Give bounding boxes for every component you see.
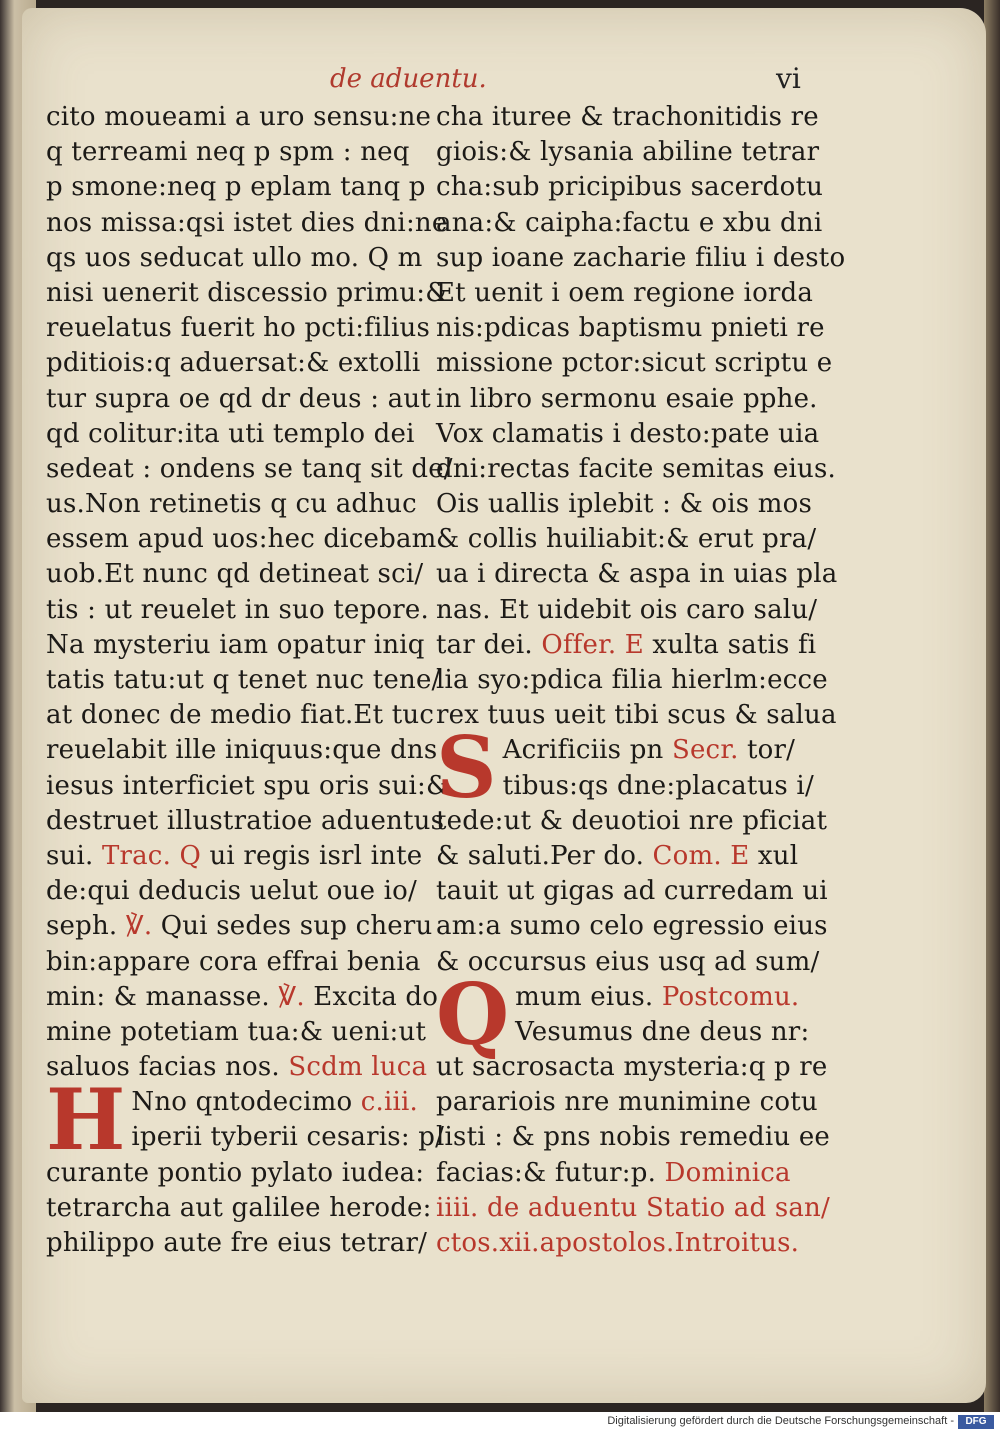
text-span: tatis tatu:ut q tenet nuc tene/	[46, 665, 441, 695]
text-span: & saluti.Per do.	[436, 840, 653, 871]
text-span: ui regis isrl inte	[201, 840, 423, 871]
initial-block	[46, 1070, 445, 1170]
text-line	[46, 769, 450, 804]
text-line	[46, 522, 437, 557]
text-span: facias:& futur:p.	[436, 1157, 665, 1188]
rubric-text: Postcomu.	[661, 981, 800, 1012]
text-span: parariois nre munimine cotu	[436, 1087, 818, 1118]
text-line	[46, 452, 453, 487]
text-line	[46, 135, 416, 170]
decorated-initial: Q	[436, 964, 510, 1064]
rubric-text: Dominica	[664, 1157, 791, 1188]
text-line	[436, 628, 817, 663]
text-span: am:a sumo celo egressio eius	[436, 911, 828, 942]
text-line	[46, 733, 438, 768]
text-line	[436, 874, 828, 909]
text-span: uob.Et nunc qd detineat sci/	[46, 559, 424, 590]
text-line	[46, 1015, 427, 1050]
text-span: Nno qntodecimo	[131, 1087, 361, 1118]
rubric-text: Secr.	[671, 735, 739, 766]
rubric-text: ℣.	[278, 981, 305, 1012]
text-line	[436, 135, 820, 170]
text-line	[46, 100, 432, 135]
initial-block	[436, 718, 814, 818]
text-span: xul	[749, 840, 799, 871]
text-span: de:qui deducis uelut oue io/	[46, 876, 417, 907]
decorated-initial: H	[46, 1070, 126, 1170]
rubric-text: Trac. Q	[101, 840, 202, 871]
text-line	[436, 557, 838, 592]
text-span: Qui sedes sup cheru	[152, 911, 433, 942]
text-span: nos missa:qsi istet dies dni:ne	[46, 207, 448, 238]
text-span: tar dei.	[436, 629, 542, 660]
text-line	[46, 276, 449, 311]
text-line	[46, 557, 424, 592]
text-line	[436, 346, 833, 381]
text-line	[46, 839, 423, 874]
text-line	[436, 663, 828, 698]
text-line	[46, 170, 426, 205]
text-span: p smone:neq p eplam tanq p	[46, 172, 426, 203]
text-line	[436, 206, 823, 241]
text-line	[436, 487, 813, 522]
text-span: seph.	[46, 911, 126, 942]
text-span: nis:pdicas baptismu pnieti re	[436, 313, 825, 344]
text-line	[436, 382, 818, 417]
text-span: mine potetiam tua:& ueni:ut	[46, 1016, 427, 1047]
text-line	[46, 909, 433, 944]
text-span: dni:rectas facite semitas eius.	[436, 453, 837, 484]
folio-number: vi	[776, 62, 801, 95]
text-line	[46, 311, 431, 346]
text-span: saluos facias nos.	[46, 1052, 289, 1083]
text-span: listi : & pns nobis remediu ee	[436, 1122, 830, 1153]
text-span: sui.	[46, 840, 102, 871]
text-span: missione pctor:sicut scriptu e	[436, 348, 833, 379]
text-line	[46, 980, 439, 1015]
text-span: cha:sub pricipibus sacerdotu	[436, 172, 824, 203]
text-span: iperii tyberii cesaris: p/	[131, 1122, 445, 1153]
rubric-text: ctos.xii.apostolos.Introitus.	[436, 1228, 800, 1259]
text-line	[436, 839, 806, 874]
text-line	[436, 945, 820, 980]
text-line	[436, 1226, 806, 1261]
text-span: cha ituree & trachonitidis re	[436, 102, 819, 132]
text-line	[436, 311, 825, 346]
text-span: min: & manasse.	[46, 981, 279, 1012]
dfg-logo: DFG	[958, 1415, 994, 1429]
left-text-column	[46, 100, 453, 1261]
text-line	[436, 1120, 830, 1155]
text-line	[46, 1050, 428, 1085]
text-line	[46, 417, 416, 452]
text-line	[436, 1050, 828, 1085]
text-span: qd colitur:ita uti templo dei	[46, 418, 415, 449]
rubric-text: c.iii.	[360, 1087, 419, 1118]
text-line	[46, 628, 425, 663]
text-line	[46, 206, 448, 241]
text-line	[436, 170, 824, 205]
text-line	[436, 698, 837, 733]
rubric-text: Offer. E	[541, 629, 644, 660]
text-line	[436, 1085, 818, 1120]
text-line	[46, 1156, 425, 1191]
text-span: sedeat : ondens se tanq sit de/	[46, 453, 453, 484]
text-span: mum eius.	[515, 981, 662, 1012]
text-span: at donec de medio fiat.Et tuc	[46, 700, 435, 731]
text-span: tis : ut reuelet in suo tepore.	[46, 594, 429, 625]
text-line	[436, 909, 828, 944]
text-line	[436, 593, 818, 628]
text-line	[436, 417, 820, 452]
text-line	[46, 1226, 428, 1261]
text-line	[46, 241, 423, 276]
text-span: nisi uenerit discessio primu:&	[46, 277, 449, 308]
text-span: destruet illustratioe aduentus	[46, 805, 445, 836]
text-span: philippo aute fre eius tetrar/	[46, 1228, 428, 1259]
text-span: sup ioane zacharie filiu i desto	[436, 242, 846, 273]
rubric-text: Com. E	[652, 840, 750, 871]
text-line	[46, 346, 421, 381]
rubric-text: ℣.	[125, 911, 153, 942]
text-line	[436, 1156, 806, 1191]
text-span: cito moueami a uro sensu:ne	[46, 102, 432, 132]
text-span: xulta satis fi	[643, 629, 817, 660]
text-span: us.Non retinetis q cu adhuc	[46, 489, 417, 520]
rubric-text: Scdm luca	[288, 1052, 428, 1083]
text-line	[46, 593, 429, 628]
text-span: ua i directa & aspa in uias pla	[436, 559, 838, 590]
text-span: rex tuus ueit tibi scus & salua	[436, 700, 837, 731]
book-fore-edge	[984, 0, 1000, 1412]
text-span: tede:ut & deuotioi nre pficiat	[436, 805, 828, 836]
text-line	[46, 663, 441, 698]
text-span: nas. Et uidebit ois caro salu/	[436, 594, 818, 625]
text-span: & occursus eius usq ad sum/	[436, 946, 820, 977]
text-span: q terreami neq p spm : neq	[46, 137, 410, 168]
text-span: & collis huiliabit:& erut pra/	[436, 524, 817, 555]
text-span: pditiois:q aduersat:& extolli	[46, 348, 421, 379]
running-head: de aduentu.	[330, 64, 487, 94]
text-span: curante pontio pylato iudea:	[46, 1157, 425, 1188]
text-line	[436, 100, 819, 135]
funding-credit: Digitalisierung gefördert durch die Deutsche Forschungsgemeinschaft -	[607, 1415, 954, 1427]
text-span: reuelatus fuerit ho pcti:filius	[46, 313, 431, 344]
initial-block	[436, 964, 810, 1064]
footer-bar	[0, 1412, 1000, 1432]
text-span: ana:& caipha:factu e xbu dni	[436, 207, 823, 238]
right-text-column	[436, 100, 846, 1261]
text-span: essem apud uos:hec dicebam	[46, 524, 437, 555]
text-span: ut sacrosacta mysteria:q p re	[436, 1052, 828, 1083]
text-line	[46, 698, 435, 733]
text-span: tetrarcha aut galilee herode:	[46, 1192, 432, 1223]
text-line	[436, 241, 846, 276]
text-span: Acrificiis pn	[502, 735, 672, 766]
text-span: reuelabit ille iniquus:que dns	[46, 735, 438, 766]
text-span: Ois uallis iplebit : & ois mos	[436, 489, 813, 520]
text-line	[436, 452, 837, 487]
text-span: in libro sermonu esaie pphe.	[436, 383, 818, 414]
text-span: tauit ut gigas ad curredam ui	[436, 876, 828, 907]
text-span: tor/	[738, 735, 796, 766]
text-span: giois:& lysania abiline tetrar	[436, 137, 820, 168]
text-line	[46, 945, 421, 980]
text-span: tur supra oe qd dr deus : aut	[46, 383, 431, 414]
text-line	[46, 487, 416, 522]
text-line	[436, 1191, 830, 1226]
text-span: iesus interficiet spu oris sui:&	[46, 770, 450, 801]
decorated-initial: S	[436, 718, 497, 818]
text-line	[46, 804, 445, 839]
text-line	[436, 522, 817, 557]
text-span: lia syo:pdica filia hierlm:ecce	[436, 665, 828, 695]
text-line	[46, 382, 431, 417]
text-span: tibus:qs dne:placatus i/	[502, 770, 814, 801]
text-span: Vox clamatis i desto:pate uia	[436, 418, 820, 449]
text-span: Na mysteriu iam opatur iniq	[46, 629, 425, 660]
text-line	[436, 804, 828, 839]
text-line	[46, 1191, 432, 1226]
text-line	[436, 276, 814, 311]
text-span: qs uos seducat ullo mo. Q m	[46, 242, 423, 273]
text-span: Et uenit i oem regione iorda	[436, 277, 814, 308]
text-span: Vesumus dne deus nr:	[515, 1016, 810, 1047]
text-line	[46, 874, 416, 909]
text-span: bin:appare cora effrai benia	[46, 946, 421, 977]
rubric-text: iiii. de aduentu Statio ad san/	[436, 1192, 830, 1223]
text-span: Excita do	[304, 981, 439, 1012]
